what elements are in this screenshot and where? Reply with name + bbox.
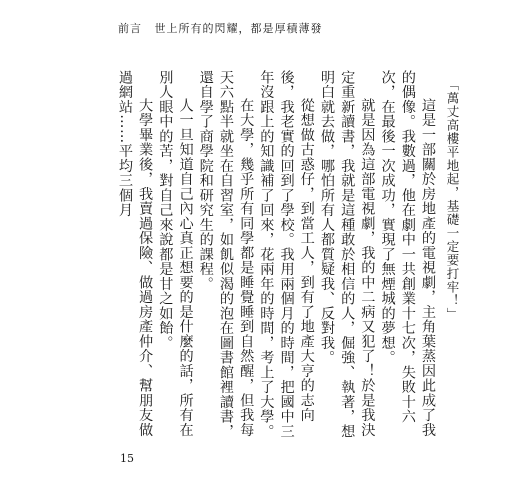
paragraph: 在大學，幾乎所有同學都是睡覺睡到自然醒，但我每天六點半就坐在自習室，如飢似渴的泡在圖書館裡讀書，還自學了商學院和研究生的課程。 [197, 70, 255, 439]
running-header [118, 20, 323, 36]
paragraph: 這是一部關於房地產的電視劇，主角葉蒸因此成了我的偶像。我數過，他在劇中一共創業十七次，失敗十六次，在最後一次成功，實現了無煙城的夢想。 [379, 70, 436, 438]
page-number: 15 [120, 452, 134, 465]
paragraph: 就是因為這部電視劇，我的中二病又犯了！於是我決定重新讀書，我就是這種敢於相信的人，倔強、執著，想明白就去做，哪怕所有人都質疑我、反對我。 [318, 70, 376, 439]
chapter-title: 世上所有的閃耀，都是厚積薄發 [154, 22, 323, 35]
section-quote: 「萬丈高樓平地起，基礎一定要打牢！」 [445, 78, 460, 321]
paragraph: 大學畢業後，我賣過保險、做過房產仲介、幫朋友做過網站……平均三個月 [116, 70, 154, 438]
paragraph: 從想做古惑仔，到當工人，到有了地產大亨的志向後，我老實的回到了學校。我用兩個月的時間，把國中三年沒跟上的知識補了回來，花兩年的時間，考上了大學。 [258, 70, 315, 439]
chapter-label: 前言 [118, 22, 142, 35]
body-text [116, 70, 438, 445]
paragraph: 人一旦知道自己內心真正想要的是什麼的話，所有在別人眼中的苦，對自己來說都是甘之如飴。 [157, 70, 194, 438]
